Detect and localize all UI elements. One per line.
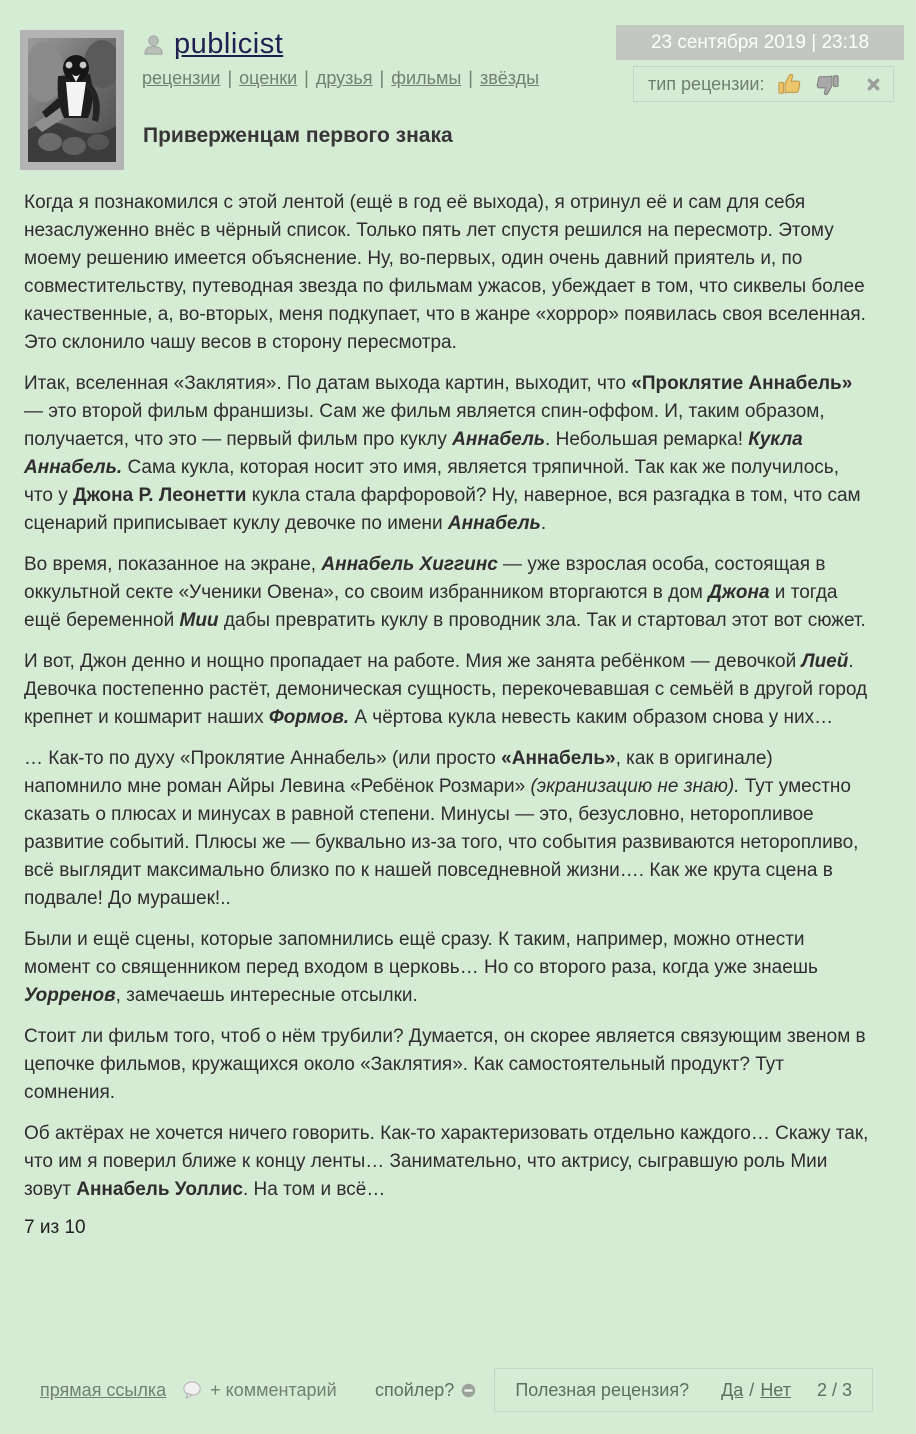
review-paragraph	[24, 1023, 872, 1107]
text-segment: — уже взрослая особа, состоящая в оккультной секте «Ученики Овена», со своим избранником вторгаются в дом	[24, 554, 826, 603]
text-segment: Аннабель	[447, 513, 541, 534]
nav-link-reviews[interactable]: рецензии	[142, 68, 221, 88]
text-segment: «Аннабель»	[501, 748, 616, 769]
text-segment: дабы превратить куклу в проводник зла. Так и стартовал этот вот сюжет.	[218, 610, 866, 631]
review-paragraph	[24, 926, 872, 1010]
review-header	[0, 0, 916, 168]
text-segment: — это второй фильм франшизы. Сам же фильм является спин-оффом. И, таким образом, получается, что это — первый фильм про куклу	[24, 401, 825, 450]
review-paragraph	[24, 1120, 872, 1204]
text-segment: . Девочка постепенно растёт, демоническая сущность, перекочевавшая с семьёй в другой город крепнет и кошмарит наших	[24, 651, 868, 728]
useful-yes-link[interactable]: Да	[721, 1379, 744, 1400]
text-segment: .	[540, 513, 547, 534]
text-segment: Мии	[179, 610, 219, 631]
text-segment: кукла стала фарфоровой? Ну, наверное, вся разгадка в том, что сам сценарий приписывает куклу девочке по имени	[24, 485, 861, 534]
text-segment: Аннабель Уоллис	[76, 1179, 243, 1200]
text-segment: И вот, Джон денно и нощно пропадает на работе. Мия же занята ребёнком — девочкой	[24, 651, 802, 672]
text-segment: Кукла Аннабель.	[24, 429, 803, 478]
text-segment: Джона	[708, 582, 770, 603]
text-segment: … Как-то по духу «Проклятие Аннабель» (или просто	[24, 748, 502, 769]
text-segment: Аннабель	[452, 429, 546, 450]
nav-separator: |	[379, 68, 385, 88]
user-block	[142, 28, 539, 89]
nav-link-films[interactable]: фильмы	[391, 68, 462, 88]
text-segment: Сама кукла, которая носит это имя, является тряпичной. Так как же получилось, что у	[24, 457, 839, 506]
nav-separator: |	[468, 68, 473, 88]
close-icon[interactable]	[866, 77, 881, 92]
review-type-box	[633, 66, 894, 102]
spoiler-control[interactable]	[375, 1380, 476, 1401]
useful-no-link[interactable]: Нет	[760, 1379, 791, 1400]
add-comment-label: + комментарий	[210, 1379, 337, 1400]
useful-review-box	[494, 1368, 873, 1412]
text-segment: Аннабель Хиггинс	[321, 554, 498, 575]
text-segment: , как в оригинале) напомнило мне роман Айры Левина «Ребёнок Розмари»	[24, 748, 773, 797]
text-segment: Об актёрах не хочется ничего говорить. Как-то характеризовать отдельно каждого… Скажу так, что им я поверил ближе к концу ленты… Занимательно, что актрису, сыгравшую роль Мии зовут	[24, 1123, 869, 1200]
text-segment: Итак, вселенная «Заклятия». По датам выхода картин, выходит, что	[24, 373, 632, 394]
minus-circle-icon	[461, 1383, 476, 1398]
review-paragraph	[24, 648, 872, 732]
text-segment: Во время, показанное на экране,	[24, 554, 322, 575]
review-paragraph	[24, 370, 872, 538]
add-comment-button[interactable]	[182, 1380, 336, 1401]
useful-votes-counter: 2 / 3	[816, 1379, 852, 1400]
review-type-label: тип рецензии:	[648, 73, 765, 94]
direct-link[interactable]: прямая ссылка	[40, 1379, 167, 1400]
nav-link-stars[interactable]: звёзды	[479, 68, 540, 88]
thumb-up-icon[interactable]	[776, 71, 803, 98]
review-paragraph	[24, 189, 872, 357]
nav-separator: |	[227, 68, 233, 88]
text-segment: , замечаешь интересные отсылки.	[115, 985, 418, 1006]
review-body	[0, 168, 916, 1204]
avatar-image	[28, 38, 116, 162]
text-segment: и тогда ещё беременной	[24, 582, 838, 631]
review-title: Приверженцам первого знака	[143, 124, 453, 147]
text-segment: Когда я познакомился с этой лентой (ещё в год её выхода), я отринул её и сам для себя незаслуженно внёс в чёрный список. Только пять лет спустя решился на пересмотр. Этому моему решению имеется объяснение. Ну, во-первых, один очень давний приятель и, по совместительству, путеводная звезда по фильмам ужасов, убеждает в том, что сиквелы более качественные, а, во-вторых, меня подкупает, что в жанре «хоррор» появилась своя вселенная. Это склонило чашу весов в сторону пересмотра.	[24, 192, 866, 353]
text-segment: «Проклятие Аннабель»	[631, 373, 853, 394]
text-segment: Тут уместно сказать о плюсах и минусах в равной степени. Минусы — это, безусловно, неторопливое развитие событий. Плюсы же — буквально из-за того, что события развиваются неторопливо, всё выглядит максимально близко по к нашей повседневной жизни…. Как же крута сцена в подвале! До мурашек!..	[24, 776, 859, 909]
text-segment: Формов.	[268, 707, 350, 728]
profile-nav	[142, 68, 539, 89]
text-segment: Лией	[801, 651, 849, 672]
text-segment: Уорренов	[24, 985, 116, 1006]
text-segment: Были и ещё сцены, которые запомнились ещё сразу. К таким, например, можно отнести момент со священником перед входом в церковь… Но со второго раза, когда уже знаешь	[24, 929, 818, 978]
review-rating: 7 из 10	[24, 1217, 86, 1238]
thumb-down-icon[interactable]	[814, 71, 841, 98]
review-paragraph	[24, 745, 872, 913]
nav-link-ratings[interactable]: оценки	[239, 68, 298, 88]
yes-no-separator: /	[749, 1379, 755, 1400]
useful-review-label: Полезная рецензия?	[515, 1379, 690, 1400]
text-segment: Джона Р. Леонетти	[73, 485, 247, 506]
username-link[interactable]: publicist	[174, 28, 284, 60]
text-segment: А чёртова кукла невесть каким образом снова у них…	[349, 707, 834, 728]
review-paragraph	[24, 551, 872, 635]
review-footer	[0, 1367, 916, 1413]
text-segment: (экранизацию не знаю).	[530, 776, 740, 797]
speech-bubble-icon	[182, 1381, 203, 1400]
text-segment: Стоит ли фильм того, чтоб о нём трубили? Думается, он скорее является связующим звеном в цепочке фильмов, кружащихся около «Заклятия». Как самостоятельный продукт? Тут сомнения.	[24, 1026, 866, 1103]
nav-separator: |	[304, 68, 309, 88]
person-icon	[142, 33, 165, 56]
avatar[interactable]	[20, 30, 124, 170]
spoiler-label: спойлер?	[374, 1379, 455, 1400]
nav-link-friends[interactable]: друзья	[315, 68, 373, 88]
text-segment: . На том и всё…	[242, 1179, 386, 1200]
text-segment: . Небольшая ремарка!	[545, 429, 749, 450]
review-date: 23 сентября 2019 | 23:18	[616, 25, 904, 60]
